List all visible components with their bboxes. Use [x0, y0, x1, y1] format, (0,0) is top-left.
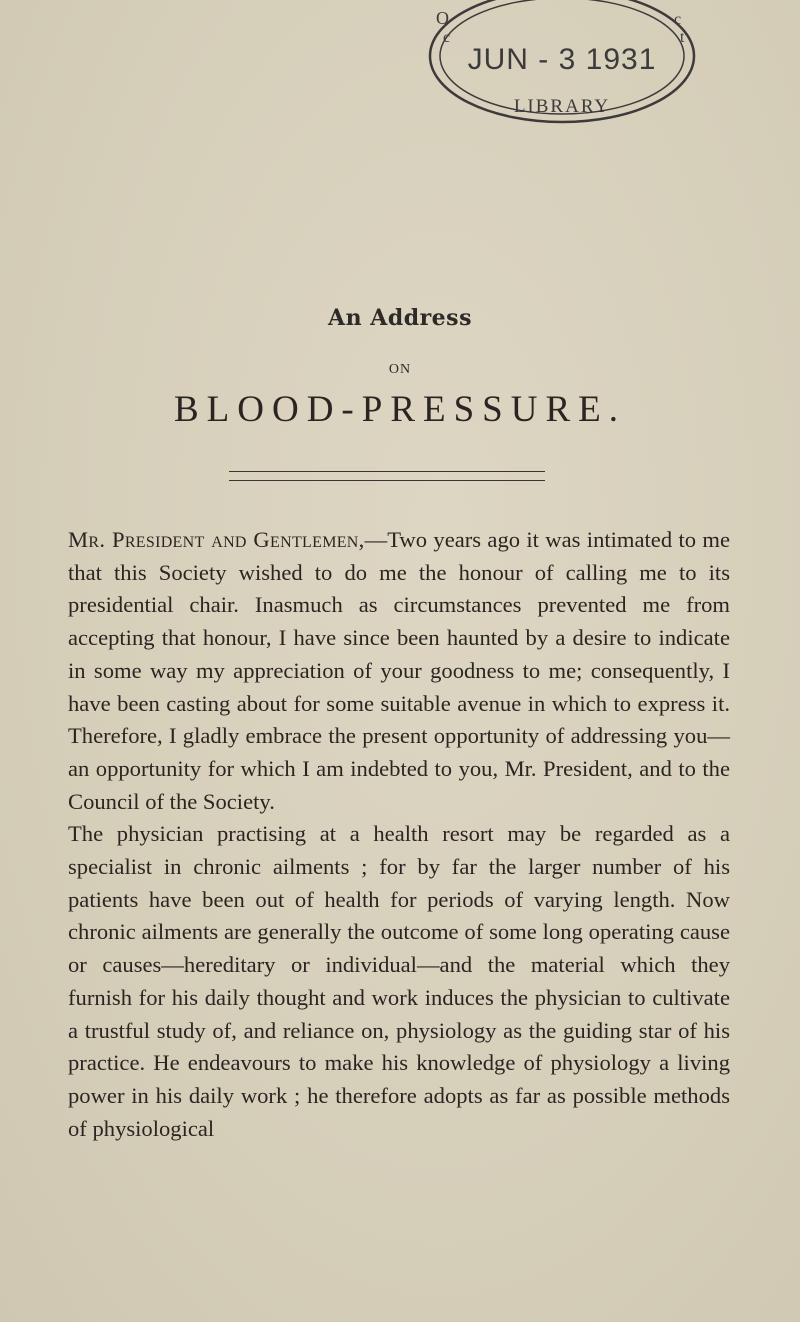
svg-text:O: O [436, 8, 449, 28]
page-title: BLOOD-PRESSURE. [173, 389, 627, 430]
title-rule-bottom [229, 480, 545, 481]
stamp-library-label: LIBRARY [513, 96, 611, 117]
salutation: Mr. President and Gentlemen, [68, 527, 365, 552]
paragraph-1 [68, 524, 730, 818]
paragraph-1-text: —Two years ago it was intimated to me that this Society wished to do me the honour of calling me to its presidential chair. Inasmuch as circumstances prevented me from accepting that honour, I have since been haunted by a desire to indicate in some way my appreciation of your goodness to me; consequently, I have been casting about for some suitable avenue in which to express it. Therefore, I gladly embrace the present opportunity of addressing you—an opportunity for which I am indebted to you, Mr. President, and to the Council of the Society. [68, 527, 731, 814]
title-rule-top [229, 471, 545, 472]
stamp-date: JUN - 3 1931 [467, 43, 657, 76]
heading-an-address: An Address [328, 305, 472, 331]
svg-text:t: t [680, 29, 685, 46]
body-text [68, 524, 730, 1145]
library-stamp [412, 0, 712, 132]
paragraph-2: The physician practising at a health resort may be regarded as a specialist in chronic ailments ; for by far the larger number of his patients have been out of health for periods of varying length. Now chronic ailments are generally the outcome of some long operating cause or causes—hereditary or individual—and the material which they furnish for his daily thought and work induces the physician to cultivate a trustful study of, and reliance on, physiology as the guiding star of his practice. He endeavours to make his knowledge of physiology a living power in his daily work ; he therefore adopts as far as possible methods of physiological [68, 821, 730, 1141]
svg-text:c: c [443, 29, 451, 46]
svg-text:c: c [674, 11, 682, 28]
heading-on: ON [388, 362, 412, 377]
